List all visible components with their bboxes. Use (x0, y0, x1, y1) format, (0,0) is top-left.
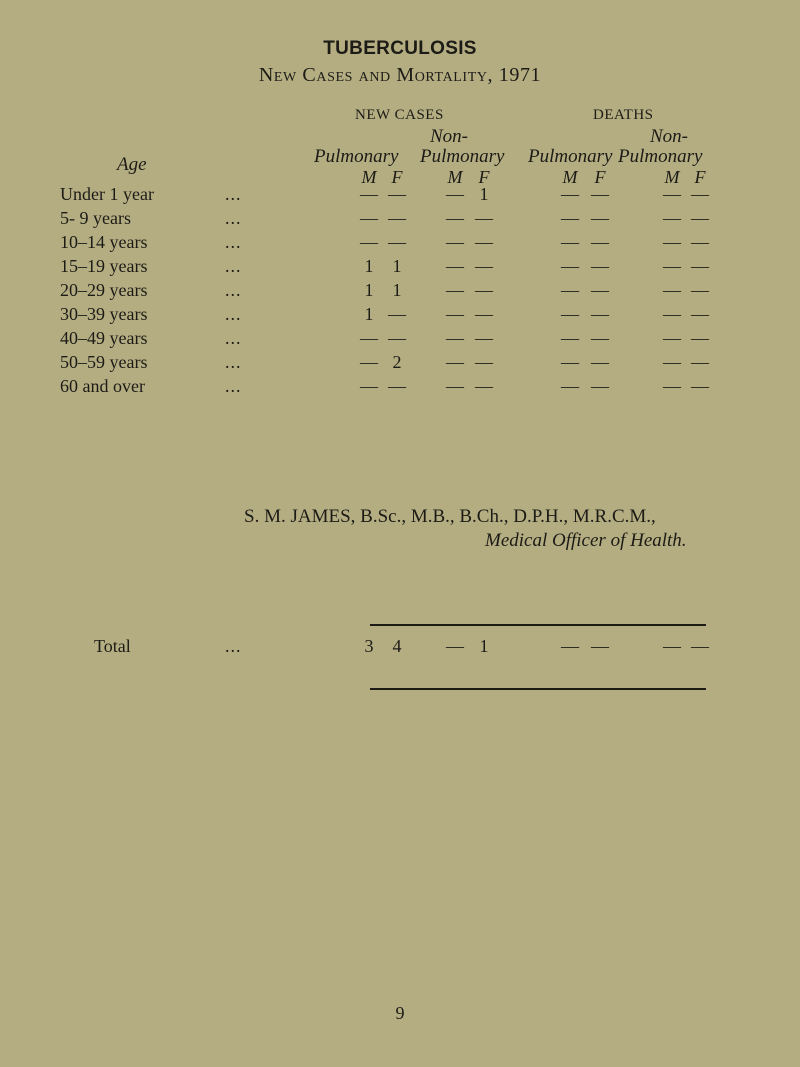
total-cell: 4 (392, 636, 402, 656)
table-cell: — (360, 184, 378, 204)
row-leader-dots: ... (225, 304, 242, 324)
sex-header-4: M (562, 167, 578, 187)
table-cell: — (446, 376, 464, 396)
row-age-label: Under 1 year (60, 184, 154, 204)
table-cell: — (561, 256, 579, 276)
signature-role: Medical Officer of Health. (485, 530, 687, 551)
table-cell: 1 (364, 256, 374, 276)
table-cell: — (663, 232, 681, 252)
table-cell: — (691, 280, 709, 300)
sex-header-6: M (664, 167, 680, 187)
pulmonary-header-new-cases: Pulmonary (314, 146, 399, 167)
sex-header-5: F (594, 167, 606, 187)
table-cell: — (475, 256, 493, 276)
row-age-label: 50–59 years (60, 352, 148, 372)
row-leader-dots: ... (225, 352, 242, 372)
table-cell: — (663, 328, 681, 348)
table-cell: — (561, 376, 579, 396)
table-cell: — (446, 304, 464, 324)
table-cell: — (360, 352, 378, 372)
sex-header-3: F (478, 167, 490, 187)
total-cell: — (446, 636, 464, 656)
row-age-label: 60 and over (60, 376, 145, 396)
table-cell: — (475, 280, 493, 300)
row-age-label: 15–19 years (60, 256, 148, 276)
page-number: 9 (395, 1003, 405, 1023)
sex-header-1: F (391, 167, 403, 187)
row-leader-dots: ... (225, 328, 242, 348)
table-cell: — (475, 328, 493, 348)
table-cell: — (475, 376, 493, 396)
row-age-label: 30–39 years (60, 304, 148, 324)
table-cell: — (446, 208, 464, 228)
table-cell: — (591, 328, 609, 348)
table-cell: — (663, 280, 681, 300)
new-cases-header: NEW CASES (355, 107, 444, 123)
table-cell: — (691, 184, 709, 204)
row-age-label: 5- 9 years (60, 208, 131, 228)
total-rule-bottom (370, 688, 706, 690)
table-cell: — (561, 208, 579, 228)
table-cell: — (388, 376, 406, 396)
table-cell: — (475, 208, 493, 228)
table-cell: — (663, 184, 681, 204)
table-cell: — (360, 376, 378, 396)
row-leader-dots: ... (225, 208, 242, 228)
table-cell: 1 (392, 280, 402, 300)
table-cell: — (446, 280, 464, 300)
table-cell: — (663, 256, 681, 276)
table-cell: — (663, 208, 681, 228)
deaths-header: DEATHS (593, 107, 654, 123)
table-cell: — (388, 304, 406, 324)
page-title: TUBERCULOSIS (323, 38, 477, 59)
table-cell: — (591, 376, 609, 396)
table-cell: — (591, 232, 609, 252)
row-leader-dots: ... (225, 280, 242, 300)
table-cell: 1 (364, 304, 374, 324)
table-cell: — (591, 352, 609, 372)
table-cell: — (591, 304, 609, 324)
table-cell: — (691, 208, 709, 228)
row-age-label: 20–29 years (60, 280, 148, 300)
table-cell: — (360, 232, 378, 252)
table-cell: — (561, 280, 579, 300)
row-leader-dots: ... (225, 232, 242, 252)
table-cell: 2 (392, 352, 402, 372)
non-label-deaths: Non- (650, 126, 688, 147)
table-cell: — (691, 376, 709, 396)
table-cell: — (691, 256, 709, 276)
non-pulmonary-header-deaths: Pulmonary (618, 146, 703, 167)
table-cell: — (663, 304, 681, 324)
table-cell: — (561, 184, 579, 204)
table-cell: — (446, 184, 464, 204)
total-cell: 1 (479, 636, 489, 656)
table-cell: — (446, 352, 464, 372)
total-cell: — (561, 636, 579, 656)
page-subtitle: New Cases and Mortality, 1971 (258, 64, 542, 86)
table-cell: — (691, 328, 709, 348)
row-age-label: 10–14 years (60, 232, 148, 252)
table-cell: — (591, 184, 609, 204)
table-cell: 1 (364, 280, 374, 300)
total-cell: 3 (364, 636, 374, 656)
table-cell: — (446, 328, 464, 348)
row-leader-dots: ... (225, 184, 242, 204)
age-column-header: Age (117, 154, 147, 175)
table-cell: — (591, 208, 609, 228)
table-cell: — (691, 352, 709, 372)
table-cell: — (446, 232, 464, 252)
row-leader-dots: ... (225, 256, 242, 276)
table-cell: — (691, 232, 709, 252)
total-cell: — (663, 636, 681, 656)
table-cell: — (446, 256, 464, 276)
table-cell: — (360, 208, 378, 228)
non-pulmonary-header-new-cases: Pulmonary (420, 146, 505, 167)
table-cell: — (591, 280, 609, 300)
table-cell: — (475, 304, 493, 324)
table-cell: — (475, 232, 493, 252)
table-cell: — (561, 232, 579, 252)
table-cell: — (561, 304, 579, 324)
total-rule-top (370, 624, 706, 626)
sex-header-0: M (361, 167, 377, 187)
row-leader-dots: ... (225, 376, 242, 396)
sex-header-7: F (694, 167, 706, 187)
total-leader-dots: ... (225, 636, 242, 656)
signature-name: S. M. JAMES, B.Sc., M.B., B.Ch., D.P.H., M.R.C.M., (244, 506, 656, 527)
table-cell: 1 (392, 256, 402, 276)
table-cell: — (561, 352, 579, 372)
total-cell: — (591, 636, 609, 656)
table-cell: — (663, 352, 681, 372)
table-cell: — (691, 304, 709, 324)
pulmonary-header-deaths: Pulmonary (528, 146, 613, 167)
table-cell: — (388, 328, 406, 348)
total-cell: — (691, 636, 709, 656)
total-label: Total (94, 636, 131, 656)
table-cell: — (388, 184, 406, 204)
table-cell: — (663, 376, 681, 396)
table-cell: — (388, 232, 406, 252)
table-cell: 1 (479, 184, 489, 204)
sex-header-2: M (447, 167, 463, 187)
table-cell: — (561, 328, 579, 348)
table-cell: — (591, 256, 609, 276)
table-cell: — (388, 208, 406, 228)
row-age-label: 40–49 years (60, 328, 148, 348)
table-cell: — (475, 352, 493, 372)
table-cell: — (360, 328, 378, 348)
non-label-new-cases: Non- (430, 126, 468, 147)
